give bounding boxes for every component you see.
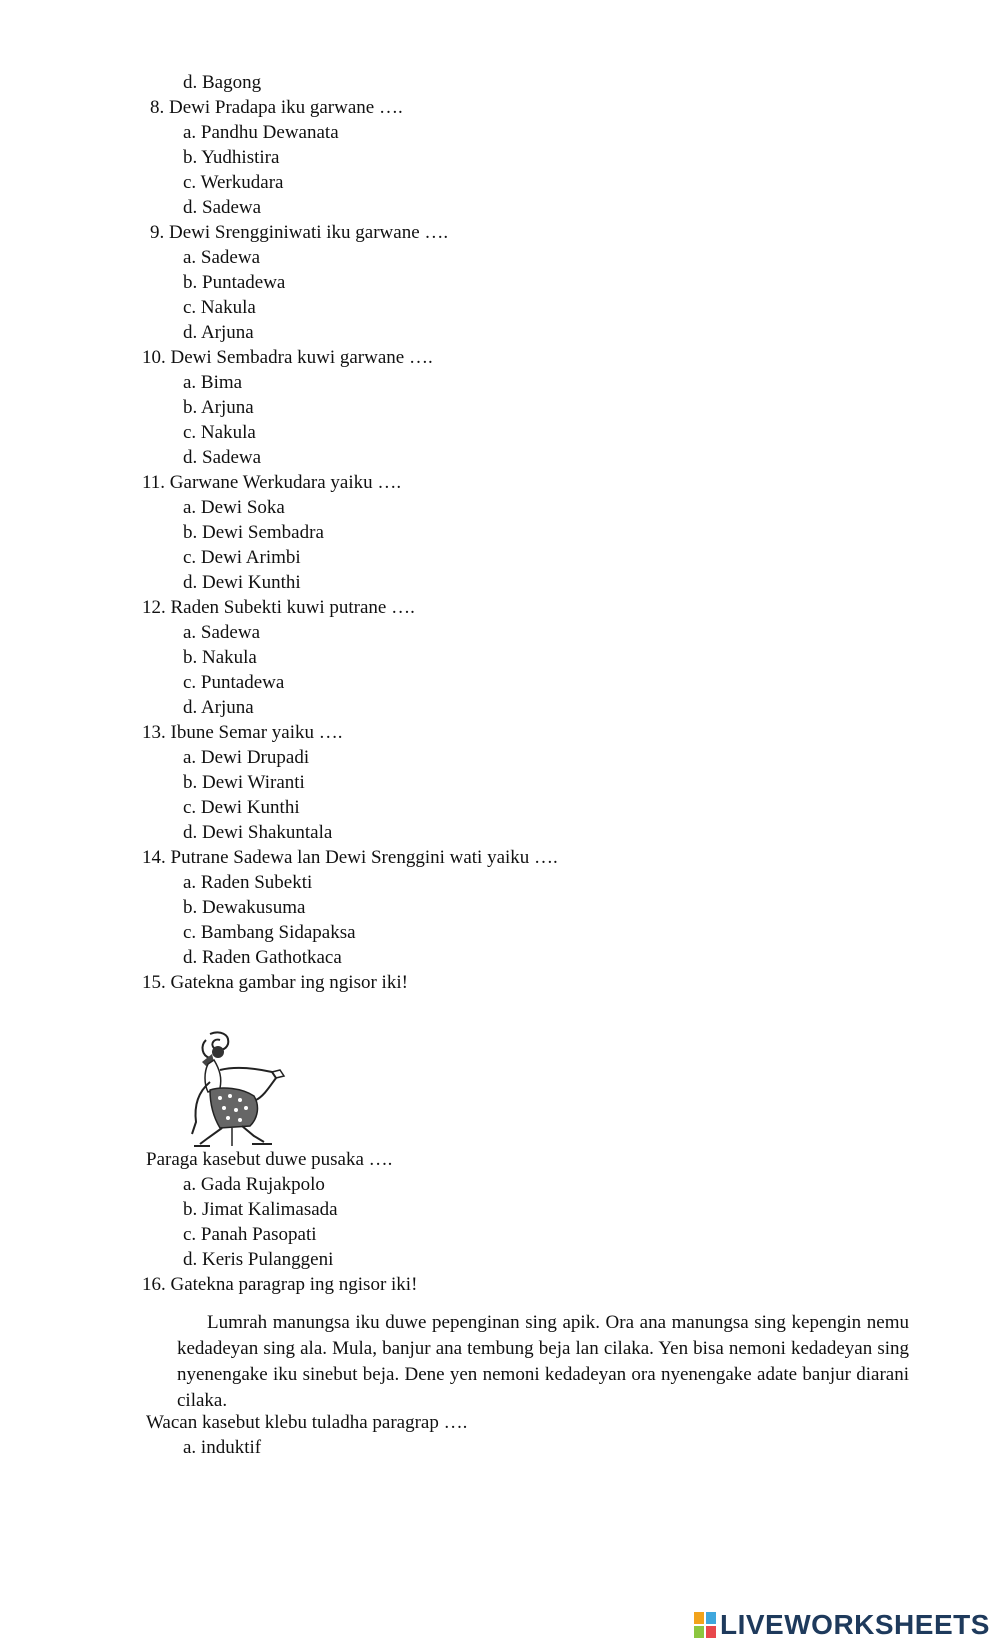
q8-option-a: a. Pandhu Dewanata [183, 122, 339, 143]
q13-option-c: c. Dewi Kunthi [183, 797, 300, 818]
q12-option-c: c. Puntadewa [183, 672, 285, 693]
q7-option-d: d. Bagong [183, 72, 262, 93]
q15-option-a: a. Gada Rujakpolo [183, 1174, 325, 1195]
q9-option-b: b. Puntadewa [183, 272, 286, 293]
question-12: 12. Raden Subekti kuwi putrane …. [142, 597, 415, 618]
q8-option-b: b. Yudhistira [183, 147, 280, 168]
question-13: 13. Ibune Semar yaiku …. [142, 722, 343, 743]
q14-option-a: a. Raden Subekti [183, 872, 313, 893]
q12-option-b: b. Nakula [183, 647, 257, 668]
q11-option-b: b. Dewi Sembadra [183, 522, 324, 543]
q8-option-d: d. Sadewa [183, 197, 262, 218]
question-16-stem: Wacan kasebut klebu tuladha paragrap …. [146, 1412, 468, 1433]
q15-option-b: b. Jimat Kalimasada [183, 1199, 338, 1220]
liveworksheets-logo-text: LIVEWORKSHEETS [720, 1609, 990, 1640]
q13-option-b: b. Dewi Wiranti [183, 772, 305, 793]
q13-option-d: d. Dewi Shakuntala [183, 822, 333, 843]
q16-option-a: a. induktif [183, 1437, 262, 1458]
question-15: 15. Gatekna gambar ing ngisor iki! [142, 972, 408, 993]
q10-option-b: b. Arjuna [183, 397, 254, 418]
q11-option-a: a. Dewi Soka [183, 497, 285, 518]
question-16-passage: Lumrah manungsa iku duwe pepenginan sing apik. Ora ana manungsa sing kepengin nemu kedadeyan sing ala. Mula, banjur ana tembung beja lan cilaka. Yen bisa nemoni kedadeyan sing nyenengake iku sinebut beja. Dene yen nemoni kedadeyan ora nyenengake adate banjur diarani cilaka. [177, 1312, 909, 1411]
q13-option-a: a. Dewi Drupadi [183, 747, 310, 768]
question-16: 16. Gatekna paragrap ing ngisor iki! [142, 1274, 418, 1295]
question-11: 11. Garwane Werkudara yaiku …. [142, 472, 402, 493]
q14-option-c: c. Bambang Sidapaksa [183, 922, 356, 943]
q8-option-c: c. Werkudara [183, 172, 284, 193]
q14-option-d: d. Raden Gathotkaca [183, 947, 342, 968]
q10-option-d: d. Sadewa [183, 447, 262, 468]
q10-option-a: a. Bima [183, 372, 243, 393]
q15-option-c: c. Panah Pasopati [183, 1224, 317, 1245]
q9-option-a: a. Sadewa [183, 247, 261, 268]
question-8: 8. Dewi Pradapa iku garwane …. [150, 97, 403, 118]
wayang-figure-image [180, 1030, 290, 1148]
liveworksheets-logo [694, 1610, 990, 1640]
liveworksheets-mark-icon [694, 1612, 716, 1638]
question-9: 9. Dewi Srengginiwati iku garwane …. [150, 222, 449, 243]
q15-option-d: d. Keris Pulanggeni [183, 1249, 334, 1270]
q11-option-d: d. Dewi Kunthi [183, 572, 301, 593]
q11-option-c: c. Dewi Arimbi [183, 547, 301, 568]
q9-option-c: c. Nakula [183, 297, 256, 318]
question-14: 14. Putrane Sadewa lan Dewi Srenggini wati yaiku …. [142, 847, 558, 868]
q12-option-a: a. Sadewa [183, 622, 261, 643]
q10-option-c: c. Nakula [183, 422, 256, 443]
q9-option-d: d. Arjuna [183, 322, 254, 343]
question-15-stem: Paraga kasebut duwe pusaka …. [146, 1149, 393, 1170]
question-10: 10. Dewi Sembadra kuwi garwane …. [142, 347, 433, 368]
q14-option-b: b. Dewakusuma [183, 897, 306, 918]
q12-option-d: d. Arjuna [183, 697, 254, 718]
